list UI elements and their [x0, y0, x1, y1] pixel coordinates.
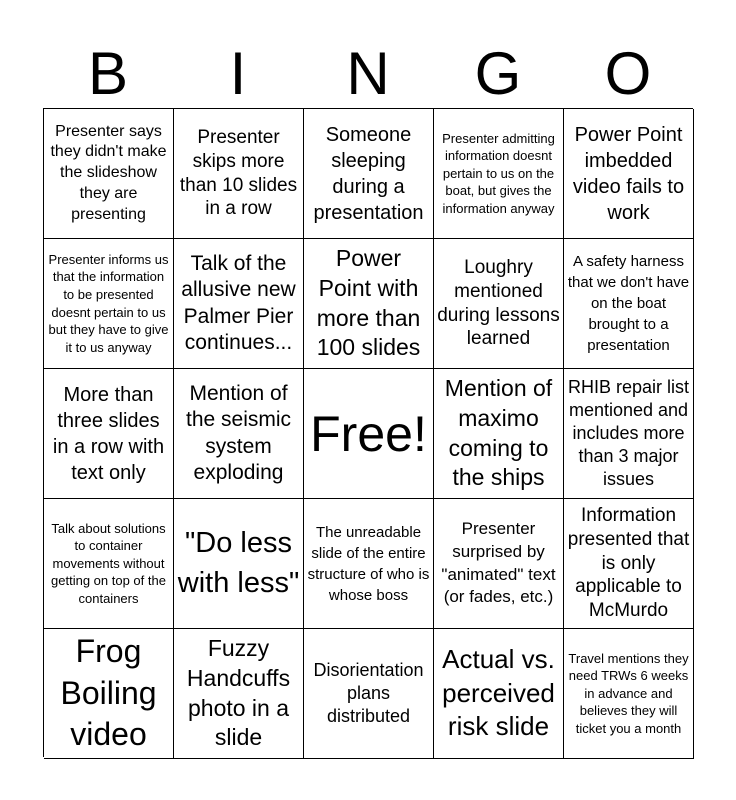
bingo-cell[interactable]: [44, 239, 174, 369]
bingo-cell-text: Disorientation plans distributed: [313, 659, 424, 727]
bingo-cell-text: RHIB repair list mentioned and includes more than 3 major issues: [567, 376, 690, 490]
bingo-cell[interactable]: [434, 369, 564, 499]
bingo-cell[interactable]: [304, 499, 434, 629]
bingo-cell[interactable]: [174, 369, 304, 499]
bingo-cell[interactable]: [434, 629, 564, 759]
bingo-cell[interactable]: [44, 499, 174, 629]
bingo-cell-text: Presenter surprised by "animated" text (or fades, etc.): [441, 518, 556, 607]
bingo-cell-text: Power Point imbedded video fails to work: [572, 123, 685, 224]
bingo-cell[interactable]: [174, 499, 304, 629]
bingo-cell[interactable]: [434, 499, 564, 629]
header-letter-i: I: [229, 40, 247, 107]
header-letter-g: G: [474, 40, 522, 107]
bingo-cell-text: Talk about solutions to container movements without getting on top of the containers: [51, 520, 166, 606]
bingo-cell[interactable]: [174, 629, 304, 759]
bingo-cell-text: Actual vs. perceived risk slide: [442, 643, 555, 742]
bingo-cell[interactable]: [44, 629, 174, 759]
header-letter-o: O: [604, 40, 652, 107]
bingo-cell-text: A safety harness that we don't have on the boat brought to a presentation: [567, 253, 690, 354]
header-letter-n: N: [346, 40, 390, 107]
bingo-cell-text: The unreadable slide of the entire structure of who is whose boss: [307, 523, 430, 604]
bingo-cell[interactable]: [564, 499, 694, 629]
bingo-cell-text: Fuzzy Handcuffs photo in a slide: [186, 634, 291, 751]
bingo-cell[interactable]: [564, 369, 694, 499]
bingo-cell-text: Presenter informs us that the information to be presented doesnt pertain to us but they have to give it to us anyway: [48, 251, 169, 355]
bingo-board: [43, 108, 693, 757]
bingo-cell-text: Travel mentions they need TRWs 6 weeks in advance and believes they will ticket you a month: [568, 650, 689, 736]
bingo-cell-text: Frog Boiling video: [60, 633, 157, 753]
bingo-cell[interactable]: [304, 629, 434, 759]
bingo-cell-text: Someone sleeping during a presentation: [313, 123, 424, 224]
bingo-cell-text: Mention of maximo coming to the ships: [444, 374, 553, 491]
bingo-cell[interactable]: [174, 239, 304, 369]
bingo-cell[interactable]: [564, 239, 694, 369]
bingo-cell-text: Mention of the seismic system exploding: [185, 382, 292, 484]
bingo-cell-text: Loughry mentioned during lessons learned: [437, 257, 560, 350]
bingo-cell[interactable]: [304, 239, 434, 369]
bingo-cell-text: Presenter skips more than 10 slides in a row: [179, 127, 298, 220]
bingo-cell[interactable]: [564, 629, 694, 759]
bingo-cell-text: Information presented that is only applicable to McMurdo: [567, 505, 690, 622]
bingo-cell-text: Talk of the allusive new Palmer Pier continues...: [181, 252, 296, 354]
header-letter-b: B: [87, 40, 129, 107]
bingo-cell[interactable]: [434, 109, 564, 239]
bingo-cell[interactable]: [304, 109, 434, 239]
bingo-cell-text: Power Point with more than 100 slides: [316, 244, 421, 361]
bingo-cell[interactable]: [44, 109, 174, 239]
bingo-cell[interactable]: [564, 109, 694, 239]
bingo-header: [43, 40, 693, 108]
bingo-cell[interactable]: [434, 239, 564, 369]
bingo-cell[interactable]: [44, 369, 174, 499]
free-space-text: Free!: [310, 405, 427, 462]
bingo-cell-text: Presenter says they didn't make the slideshow they are presenting: [50, 122, 167, 223]
bingo-cell-free[interactable]: [304, 369, 434, 499]
bingo-cell-text: "Do less with less": [177, 527, 300, 599]
bingo-cell[interactable]: [174, 109, 304, 239]
bingo-cell-text: More than three slides in a row with text only: [52, 383, 165, 484]
bingo-cell-text: Presenter admitting information doesnt pertain to us on the boat, but gives the information anyway: [442, 130, 555, 216]
